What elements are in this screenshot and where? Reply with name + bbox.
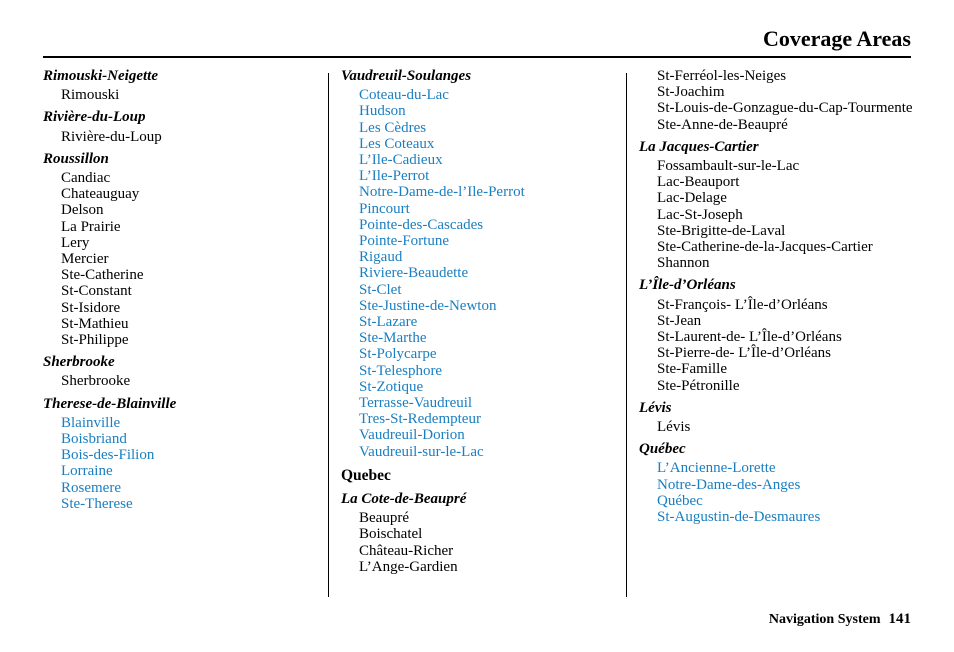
coverage-item: Lac-Delage: [657, 190, 727, 207]
coverage-link[interactable]: Vaudreuil-sur-le-Lac: [359, 443, 484, 460]
region-heading: La Jacques-Cartier: [639, 138, 759, 155]
coverage-link[interactable]: St-Telesphore: [359, 362, 443, 379]
region-heading: Rivière-du-Loup: [43, 109, 146, 126]
region-vaudreuil-soulanges: [341, 68, 611, 460]
coverage-item: Ste-Famille: [657, 361, 727, 378]
coverage-link[interactable]: Ste-Marthe: [359, 330, 427, 347]
region-sherbrooke: [43, 354, 313, 389]
header-rule: [43, 56, 911, 58]
coverage-link[interactable]: Rigaud: [359, 249, 403, 266]
coverage-link[interactable]: Pointe-des-Cascades: [359, 216, 484, 233]
coverage-item: Ste-Catherine: [61, 267, 144, 284]
column-3: [639, 68, 914, 531]
coverage-item: St-François- L’Île-d’Orléans: [657, 296, 828, 313]
page-footer: [769, 611, 911, 628]
coverage-link[interactable]: St-Clet: [359, 281, 402, 298]
coverage-link[interactable]: St-Zotique: [359, 378, 424, 395]
coverage-item: Fossambault-sur-le-Lac: [657, 158, 800, 175]
coverage-item: St-Joachim: [657, 84, 725, 101]
region-levis: [639, 400, 914, 435]
column-1: [43, 68, 313, 518]
coverage-item: St-Laurent-de- L’Île-d’Orléans: [657, 329, 842, 346]
coverage-item: St-Isidore: [61, 299, 121, 316]
coverage-item: La Prairie: [61, 218, 121, 235]
province-heading: Quebec: [341, 466, 391, 484]
coverage-link[interactable]: St-Lazare: [359, 314, 418, 331]
coverage-link[interactable]: Ste-Therese: [61, 495, 133, 512]
coverage-link[interactable]: Notre-Dame-des-Anges: [657, 476, 801, 493]
footer-label: Navigation System: [768, 612, 881, 627]
coverage-link[interactable]: St-Polycarpe: [359, 346, 437, 363]
region-heading: Roussillon: [43, 150, 109, 167]
coverage-item: Chateauguay: [61, 186, 140, 203]
coverage-item: Beaupré: [359, 510, 409, 527]
coverage-item: Delson: [61, 202, 104, 219]
region-heading: Therese-de-Blainville: [43, 395, 177, 412]
region-therese-de-blainville: [43, 396, 313, 512]
coverage-item: St-Constant: [61, 283, 132, 300]
region-heading: La Cote-de-Beaupré: [341, 491, 467, 508]
coverage-item: Boischatel: [359, 526, 423, 543]
coverage-item: Candiac: [61, 170, 111, 187]
coverage-link[interactable]: Boisbriand: [61, 431, 127, 448]
coverage-link[interactable]: Québec: [657, 492, 703, 509]
coverage-item: St-Jean: [657, 312, 702, 329]
coverage-link[interactable]: Bois-des-Filion: [61, 447, 155, 464]
region-roussillon: [43, 151, 313, 348]
region-quebec: [639, 441, 914, 525]
coverage-link[interactable]: Rosemere: [61, 479, 121, 496]
region-riviere-du-loup: [43, 109, 313, 144]
region-la-jacques-cartier: [639, 139, 914, 272]
coverage-item: Ste-Pétronille: [657, 377, 740, 394]
coverage-item: St-Philippe: [61, 332, 129, 349]
coverage-link[interactable]: Coteau-du-Lac: [359, 87, 449, 104]
coverage-link[interactable]: Tres-St-Redempteur: [359, 411, 481, 428]
column-2: [341, 68, 611, 581]
region-heading: Québec: [639, 441, 686, 458]
region-l-ile-d-orleans: [639, 277, 914, 393]
column-divider: [626, 73, 627, 597]
coverage-link[interactable]: Hudson: [359, 103, 406, 120]
coverage-item: Sherbrooke: [61, 373, 131, 390]
coverage-item: Lery: [61, 234, 90, 251]
region-heading: Vaudreuil-Soulanges: [341, 68, 472, 84]
coverage-link[interactable]: Blainville: [61, 414, 121, 431]
coverage-item: St-Mathieu: [61, 315, 129, 332]
region-heading: Rimouski-Neigette: [43, 68, 158, 84]
coverage-link[interactable]: Les Cèdres: [359, 119, 427, 136]
coverage-item: Lac-St-Joseph: [657, 206, 743, 223]
coverage-item: Lévis: [657, 419, 691, 436]
coverage-link[interactable]: Les Coteaux: [359, 135, 435, 152]
coverage-link[interactable]: Riviere-Beaudette: [359, 265, 469, 282]
column-divider: [328, 73, 329, 597]
coverage-item: Ste-Brigitte-de-Laval: [657, 222, 786, 239]
coverage-link[interactable]: L’Ile-Perrot: [359, 168, 430, 185]
coverage-link[interactable]: Vaudreuil-Dorion: [359, 427, 465, 444]
coverage-link[interactable]: Pincourt: [359, 200, 410, 217]
coverage-link[interactable]: L’Ancienne-Lorette: [657, 460, 776, 477]
coverage-link[interactable]: Pointe-Fortune: [359, 233, 449, 250]
coverage-item: Ste-Catherine-de-la-Jacques-Cartier: [657, 239, 873, 256]
region-heading: Lévis: [639, 399, 672, 416]
coverage-item: Mercier: [61, 251, 109, 268]
coverage-item: St-Pierre-de- L’Île-d’Orléans: [657, 345, 831, 362]
coverage-item: Shannon: [657, 255, 710, 272]
coverage-item: Rivière-du-Loup: [61, 128, 162, 145]
coverage-link[interactable]: Ste-Justine-de-Newton: [359, 297, 497, 314]
coverage-link[interactable]: L’Ile-Cadieux: [359, 152, 443, 169]
coverage-item: Lac-Beauport: [657, 174, 740, 191]
coverage-item: Château-Richer: [359, 542, 454, 559]
coverage-link[interactable]: Lorraine: [61, 463, 113, 480]
region-la-cote-de-beaupre: [341, 491, 611, 575]
coverage-link[interactable]: St-Augustin-de-Desmaures: [657, 509, 821, 526]
coverage-item: St-Louis-de-Gonzague-du-Cap-Tourmente: [657, 100, 913, 117]
coverage-link[interactable]: Notre-Dame-de-l’Ile-Perrot: [359, 184, 525, 201]
coverage-item: St-Ferréol-les-Neiges: [657, 68, 787, 84]
page-number: 141: [888, 611, 911, 627]
coverage-link[interactable]: Terrasse-Vaudreuil: [359, 395, 473, 412]
coverage-item: L’Ange-Gardien: [359, 558, 458, 575]
coverage-item: Rimouski: [61, 87, 120, 104]
coverage-item: Ste-Anne-de-Beaupré: [657, 116, 788, 133]
page-title: Coverage Areas: [762, 26, 911, 51]
region-rimouski-neigette: [43, 68, 313, 103]
region-heading: Sherbrooke: [43, 354, 115, 371]
region-heading: L’Île-d’Orléans: [639, 277, 736, 294]
